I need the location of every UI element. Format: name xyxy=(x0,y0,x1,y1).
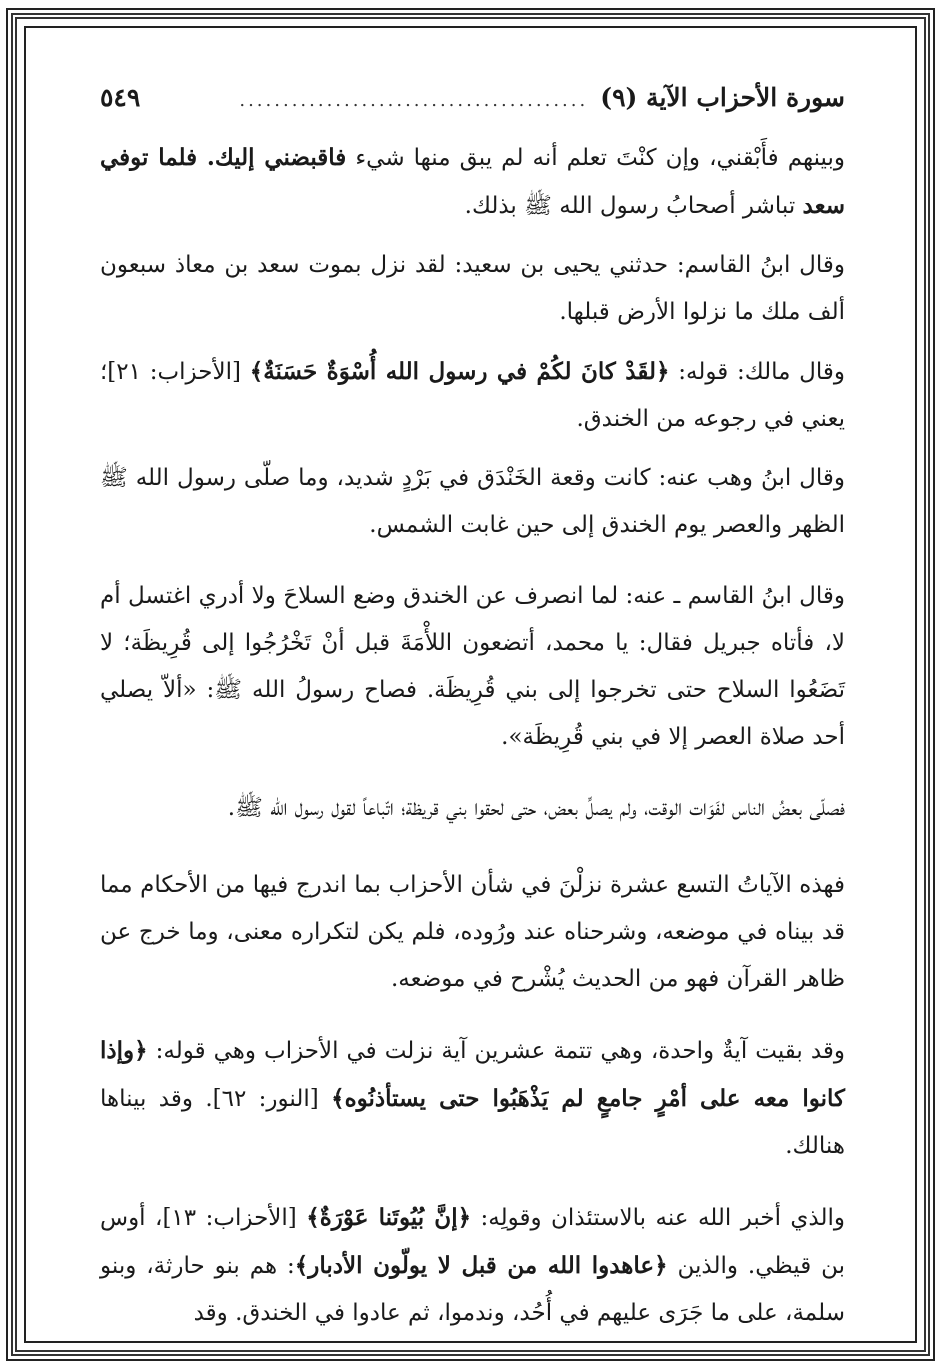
paragraph-7: فهذه الآياتُ التسع عشرة نزلْنَ في شأن الأحزاب بما اندرج فيها من الأحكام مما قد بيناه في موضعه، وشرحناه عند ورُوده، فلم يكن لتكراره معنى، وما خرج عن ظاهر القرآن فهو من الحديث يُشْرح في موضعه. xyxy=(100,872,845,992)
paragraph-8-text: وقد بقيت آيةٌ واحدة، وهي تتمة عشرين آية نزلت في الأحزاب وهي قوله: xyxy=(147,1038,845,1064)
paragraph-8 xyxy=(100,1027,845,1170)
paragraph-3-text-end: [الأحزاب: ٢١]؛ يعني في رجوعه من الخندق. xyxy=(100,359,845,432)
paragraph-2: وقال ابنُ القاسم: حدثني يحيى بن سعيد: لقد نزل بموت سعد بن معاذ سبعون ألف ملك ما نزلوا الأرض قبلها. xyxy=(100,252,845,325)
quran-verse: ﴿إنَّ بُيُوتَنا عَوْرَةٌ﴾ xyxy=(306,1204,472,1231)
page-number: ٥٤٩ xyxy=(100,83,141,112)
quran-verse: ﴿عاهدوا الله من قبل لا يولّون الأدبار﴾ xyxy=(294,1252,668,1279)
running-header xyxy=(100,78,845,122)
quran-verse: ﴿لقَدْ كانَ لكُمْ في رسول الله أُسْوَةٌ حَسَنَةٌ﴾ xyxy=(249,358,670,385)
header-dot-leader: ........................................ xyxy=(239,90,589,111)
paragraph-3-text: وقال مالك: قوله: xyxy=(669,359,845,385)
paragraph-9-text-end: : هم بنو حارثة، وبنو سلمة، على ما جَرَى عليهم في أُحُد، وندموا، ثم عادوا في الخندق. وقد xyxy=(100,1253,845,1326)
header-surah-title: سورة الأحزاب الآية (٩) xyxy=(600,83,845,112)
paragraph-6: فصلّى بعضُ الناس لفَوَات الوقت، ولم يصلِّ بعض، حتى لحقوا بني قريظة؛ اتّباعاً لقول رسول الله ﷺ. xyxy=(227,795,845,821)
paragraph-9 xyxy=(100,1194,845,1337)
paragraph-9-text-mid: [الأحزاب: ١٣]، أوس بن قيظي. والذين xyxy=(100,1205,845,1279)
paragraph-4: وقال ابنُ وهب عنه: كانت وقعة الخَنْدَق في بَرْدٍ شديد، وما صلّى رسول الله ﷺ الظهر والعصر يوم الخندق إلى حين غابت الشمس. xyxy=(100,465,845,538)
paragraph-8-text-end: [النور: ٦٢]. وقد بيناها هنالك. xyxy=(100,1086,845,1159)
paragraph-1 xyxy=(100,134,845,230)
paragraph-1-text-end: تباشر أصحابُ رسول الله ﷺ بذلك. xyxy=(464,193,803,219)
paragraph-9-text: والذي أخبر الله عنه بالاستئذان وقولِه: xyxy=(471,1205,845,1231)
paragraph-3 xyxy=(100,348,845,443)
paragraph-1-bold: فاقبضني إليك. فلما توفي سعد xyxy=(100,144,845,219)
quran-verse: ﴿وإذا كانوا معه على أمْرٍ جامعٍ لم يَذْهَبُوا حتى يستأذنُوه﴾ xyxy=(100,1037,846,1112)
page-content xyxy=(100,78,845,1337)
paragraph-5: وقال ابنُ القاسم ـ عنه: لما انصرف عن الخندق وضع السلاحَ ولا أدري اغتسل أم لا، فأتاه جبريل فقال: يا محمد، أتضعون اللأْمَةَ قبل أنْ تَخْرُجُوا إلى قُرِيظَة؛ لا تَضَعُوا السلاح حتى تخرجوا إلى بني قُرِيظَة. فصاح رسولُ الله ﷺ: «ألاّ يصلي أحد صلاة العصر إلا في بني قُرِيظَة». xyxy=(100,583,845,750)
paragraph-1-text: وبينهم فأَبْقني، وإن كنْتَ تعلم أنه لم يبق منها شيء xyxy=(346,145,845,171)
